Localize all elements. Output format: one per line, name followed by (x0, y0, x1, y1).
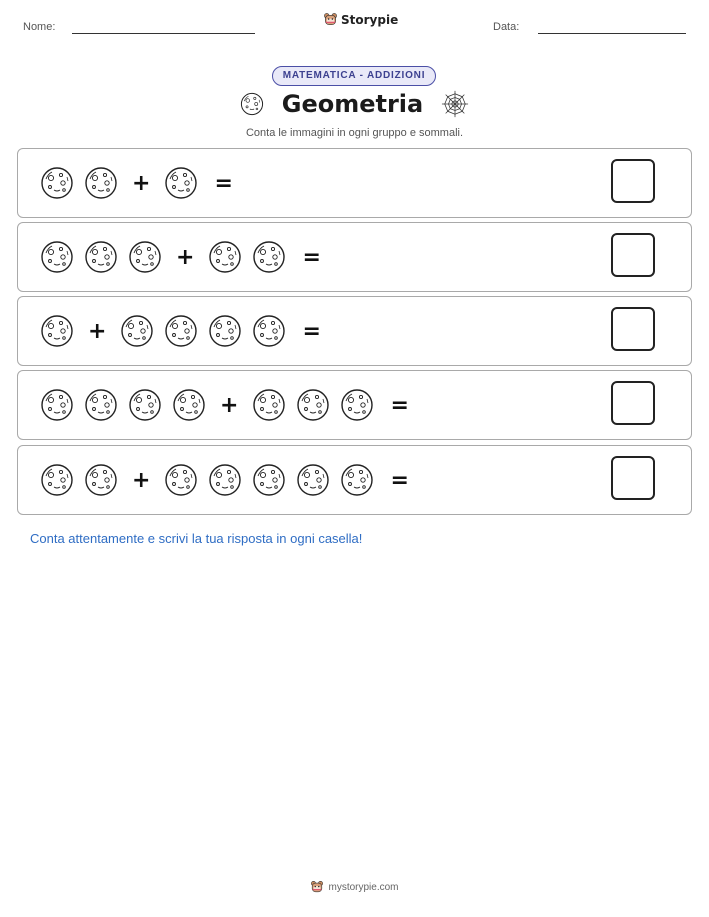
problem-items (40, 297, 335, 365)
moon-icon (40, 388, 74, 422)
moon-icon (172, 388, 206, 422)
moon-icon (252, 314, 286, 348)
moon-icon (252, 388, 286, 422)
answer-box[interactable] (611, 381, 655, 425)
instructions: Conta le immagini in ogni gruppo e sommali. (245, 127, 464, 139)
footer-note: Conta attentamente e scrivi la tua risposta in ogni casella! (30, 531, 363, 546)
moon-icon (340, 388, 374, 422)
problem-items (40, 223, 335, 291)
date-line[interactable] (538, 33, 686, 34)
moon-icon (84, 240, 118, 274)
problem-items (40, 371, 423, 439)
moon-icon (84, 463, 118, 497)
moon-icon (340, 463, 374, 497)
answer-box[interactable] (611, 456, 655, 500)
moon-icon (208, 314, 242, 348)
problem-items (40, 446, 423, 514)
storypie-bear-icon (310, 880, 324, 894)
brand-logo (323, 12, 398, 27)
moon-icon (84, 166, 118, 200)
brand-name: Storypie (341, 12, 399, 27)
problem-row (17, 148, 692, 218)
plus-sign: + (88, 318, 107, 344)
answer-box[interactable] (611, 159, 655, 203)
moon-icon (164, 166, 198, 200)
moon-icon (252, 463, 286, 497)
moon-icon (252, 240, 286, 274)
equals-sign: = (390, 392, 409, 418)
moon-icon (128, 240, 162, 274)
footer (0, 880, 709, 894)
name-label: Nome: (23, 21, 56, 33)
subject-badge: MATEMATICA - ADDIZIONI (272, 66, 436, 86)
moon-icon (240, 92, 264, 116)
equals-sign: = (214, 170, 233, 196)
answer-box[interactable] (611, 307, 655, 351)
moon-icon (40, 166, 74, 200)
footer-url: mystorypie.com (328, 881, 399, 893)
moon-icon (40, 240, 74, 274)
equals-sign: = (390, 467, 409, 493)
moon-icon (208, 240, 242, 274)
plus-sign: + (176, 244, 195, 270)
moon-icon (128, 388, 162, 422)
moon-icon (40, 463, 74, 497)
moon-icon (84, 388, 118, 422)
answer-box[interactable] (611, 233, 655, 277)
plus-sign: + (220, 392, 239, 418)
storypie-bear-icon (323, 12, 338, 27)
plus-sign: + (132, 170, 151, 196)
spiderweb-icon (441, 90, 469, 118)
moon-icon (296, 463, 330, 497)
date-label: Data: (493, 21, 520, 33)
moon-icon (40, 314, 74, 348)
moon-icon (208, 463, 242, 497)
moon-icon (164, 463, 198, 497)
moon-icon (296, 388, 330, 422)
problem-row (17, 370, 692, 440)
problem-row (17, 222, 692, 292)
equals-sign: = (302, 244, 321, 270)
moon-icon (164, 314, 198, 348)
problem-row (17, 445, 692, 515)
plus-sign: + (132, 467, 151, 493)
title-row (0, 90, 709, 118)
name-line[interactable] (72, 33, 255, 34)
problem-row (17, 296, 692, 366)
moon-icon (120, 314, 154, 348)
page-title: Geometria (281, 90, 424, 118)
equals-sign: = (302, 318, 321, 344)
problem-items (40, 149, 247, 217)
